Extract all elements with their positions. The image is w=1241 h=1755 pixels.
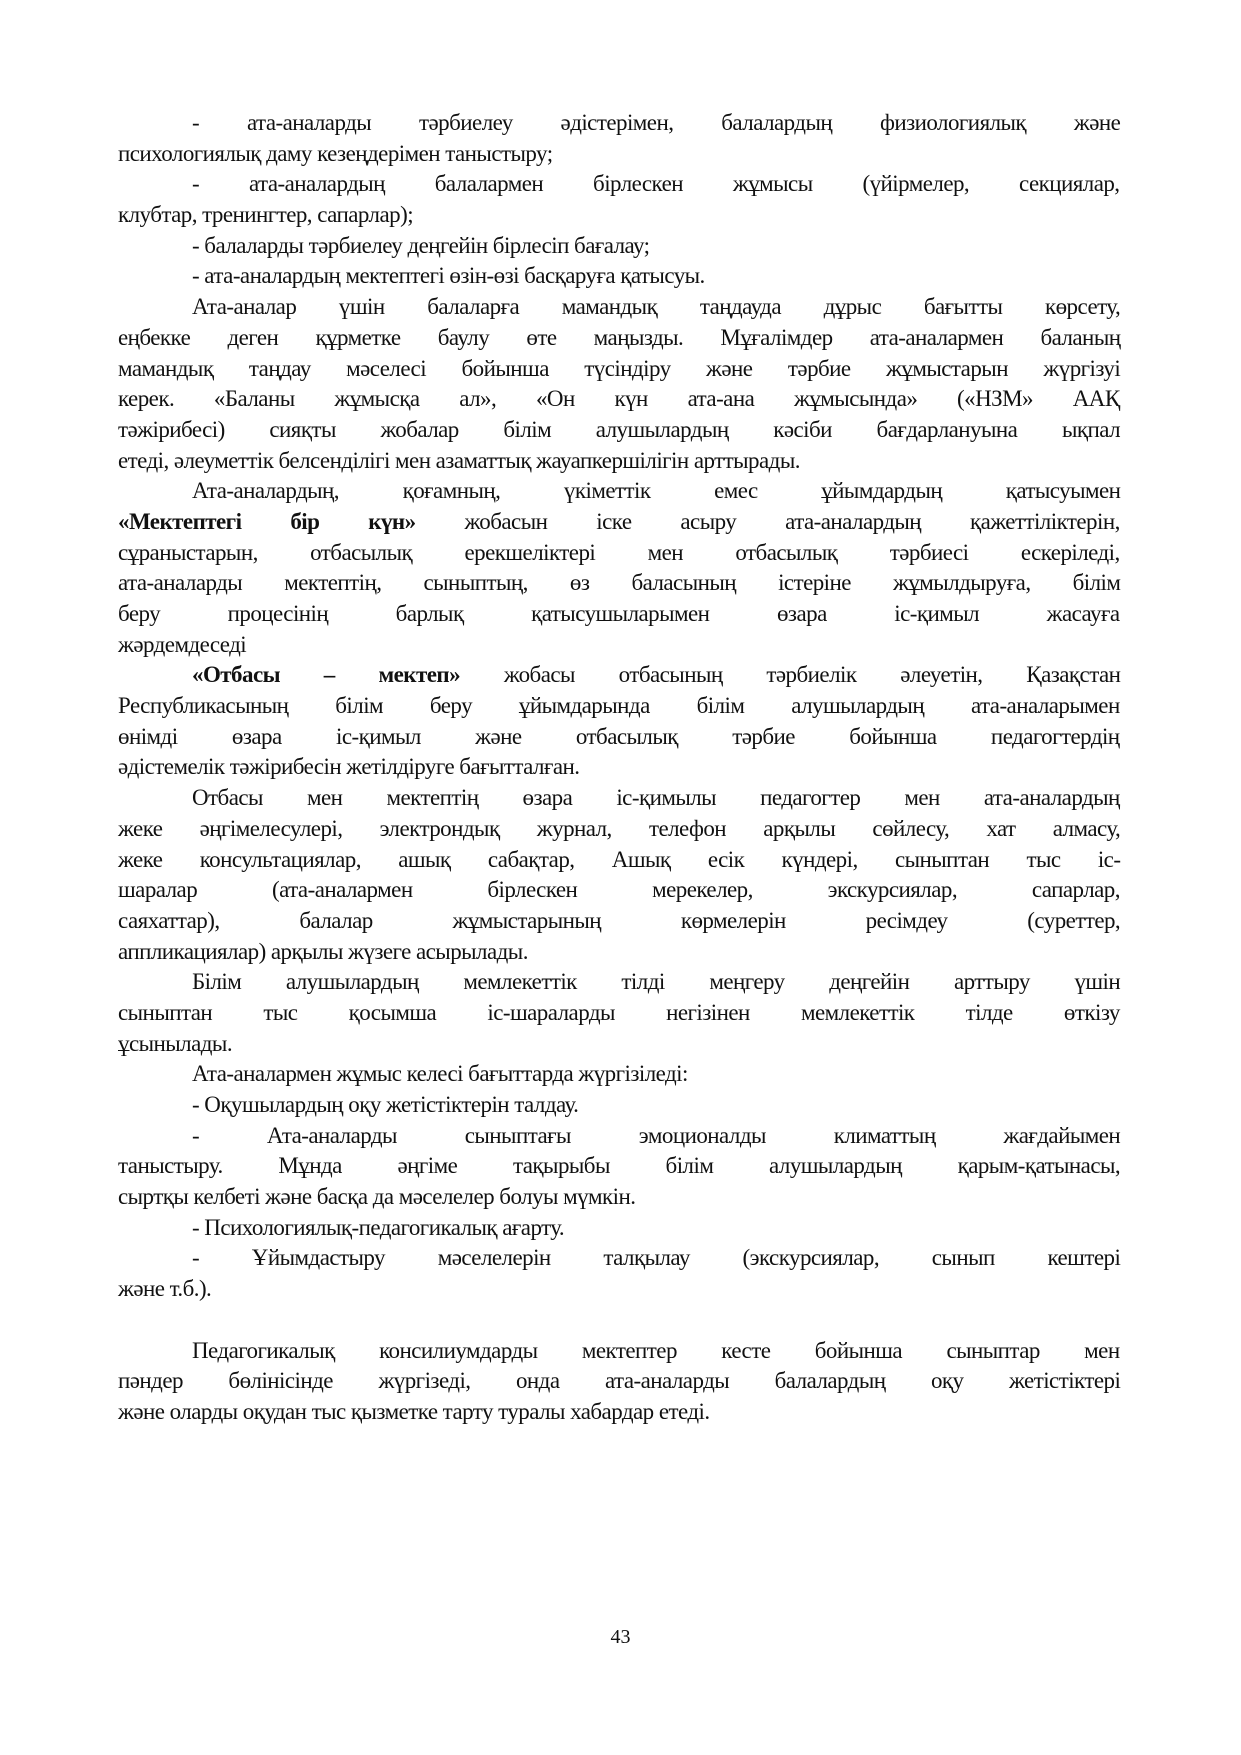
text-line: жеке консультациялар, ашық сабақтар, Ашық есік күндері, сыныптан тыс іс-	[118, 846, 1121, 872]
text-line: етеді, әлеуметтік белсенділігі мен азаматтық жауапкершілігін арттырады.	[118, 447, 800, 473]
text-line: сыныптан тыс қосымша іс-шараларды негізінен мемлекеттік тілде өткізу	[118, 999, 1120, 1025]
text-line: - Психологиялық-педагогикалық ағарту.	[192, 1214, 565, 1240]
text-line: сұраныстарын, отбасылық ерекшеліктері мен отбасылық тәрбиесі ескеріледі,	[118, 539, 1120, 565]
list-item-methods	[118, 108, 1120, 169]
page-number: 43	[610, 1626, 631, 1648]
text-line: саяхаттар), балалар жұмыстарының көрмелерін ресімдеу (суреттер,	[118, 907, 1121, 933]
text-line: Ата-аналармен жұмыс келесі бағыттарда жүргізіледі:	[192, 1061, 688, 1087]
list-item-education	[118, 1213, 1120, 1244]
paragraph-work-directions	[118, 1059, 1120, 1090]
text-line: жәрдемдеседі	[118, 631, 247, 657]
text-line: және оларды оқудан тыс қызметке тарту туралы хабардар етеді.	[118, 1398, 710, 1424]
text-run: жобасы отбасының тәрбиелік әлеуетін, Қазақстан	[460, 662, 1121, 688]
list-item-analysis	[118, 1090, 1120, 1121]
text-line	[118, 507, 1120, 538]
text-line: мамандық таңдау мәселесі бойынша түсіндіру және тәрбие жұмыстарын жүргізуі	[118, 355, 1121, 381]
list-item-self-government	[118, 261, 1120, 292]
project-title-family-school: «Отбасы – мектеп»	[192, 662, 461, 688]
text-line: сыртқы келбеті және басқа да мәселелер болуы мүмкін.	[118, 1184, 636, 1210]
list-item-organization	[118, 1243, 1120, 1304]
project-title-one-day: «Мектептегі бір күн»	[118, 508, 416, 534]
text-line: еңбекке деген құрметке баулу өте маңызды. Мұғалімдер ата-аналармен баланың	[118, 324, 1121, 350]
text-line: әдістемелік тәжірибесін жетілдіруге бағытталған.	[118, 754, 580, 780]
list-item-climate	[118, 1121, 1120, 1213]
text-line: тәжірибесі) сияқты жобалар білім алушылардың кәсіби бағдарлануына ықпал	[118, 416, 1121, 442]
paragraph-interaction-forms	[118, 783, 1120, 967]
text-line: шаралар (ата-аналармен бірлескен мерекелер, экскурсиялар, сапарлар,	[118, 877, 1120, 903]
text-run: жобасын іске асыру ата-аналардың қажеттіліктерін,	[415, 508, 1120, 534]
text-line: таныстыру. Мұнда әңгіме тақырыбы білім алушылардың қарым-қатынасы,	[118, 1153, 1121, 1179]
text-line: ұсынылады.	[118, 1030, 233, 1056]
text-line: - Оқушылардың оқу жетістіктерін талдау.	[192, 1092, 579, 1117]
text-line: - Ұйымдастыру мәселелерін талқылау (экскурсиялар, сынып кештері	[192, 1245, 1121, 1271]
list-item-assessment	[118, 231, 1120, 262]
blank-line	[118, 1305, 1120, 1336]
text-line: Ата-аналардың, қоғамның, үкіметтік емес ұйымдардың қатысуымен	[192, 478, 1121, 504]
paragraph-family-school	[118, 660, 1120, 783]
text-line: - Ата-аналарды сыныптағы эмоционалды климаттың жағдайымен	[192, 1122, 1121, 1148]
paragraph-state-language	[118, 967, 1120, 1059]
text-line: керек. «Баланы жұмысқа ал», «Он күн ата-ана жұмысында» («НЗМ» ААҚ	[118, 386, 1120, 412]
text-line: - ата-аналардың мектептегі өзін-өзі басқаруға қатысуы.	[192, 263, 705, 289]
text-line: - ата-аналардың балалармен бірлескен жұмысы (үйірмелер, секциялар,	[192, 171, 1120, 197]
paragraph-pedagogical-councils	[118, 1336, 1120, 1428]
paragraph-career-guidance	[118, 292, 1120, 476]
paragraph-one-day-at-school	[118, 476, 1120, 660]
text-line: - ата-аналарды тәрбиелеу әдістерімен, балалардың физиологиялық және	[192, 110, 1121, 135]
text-line	[118, 660, 1120, 691]
text-line: Ата-аналар үшін балаларға мамандық таңдауда дұрыс бағытты көрсету,	[192, 294, 1121, 320]
text-line: беру процесінің барлық қатысушыларымен өзара іс-қимыл жасауға	[118, 601, 1120, 626]
text-line: аппликациялар) арқылы жүзеге асырылады.	[118, 938, 528, 964]
text-line: психологиялық даму кезеңдерімен таныстыру;	[118, 140, 553, 166]
document-page	[118, 108, 1120, 1428]
text-line: пәндер бөлінісінде жүргізеді, онда ата-аналарды балалардың оқу жетістіктері	[118, 1368, 1121, 1394]
text-line: Отбасы мен мектептің өзара іс-қимылы педагогтер мен ата-аналардың	[192, 785, 1120, 811]
text-line: клубтар, тренингтер, сапарлар);	[118, 202, 414, 228]
text-line: өнімді өзара іс-қимыл және отбасылық тәрбие бойынша педагогтердің	[118, 723, 1120, 749]
text-line: Педагогикалық консилиумдарды мектептер кесте бойынша сыныптар мен	[192, 1337, 1120, 1363]
text-line: және т.б.).	[118, 1276, 212, 1302]
text-line: жеке әңгімелесулері, электрондық журнал, телефон арқылы сөйлесу, хат алмасу,	[118, 815, 1121, 841]
text-line: - балаларды тәрбиелеу деңгейін бірлесіп бағалау;	[192, 232, 650, 258]
text-line: ата-аналарды мектептің, сыныптың, өз баласының істеріне жұмылдыруға, білім	[118, 570, 1121, 596]
text-line: Білім алушылардың мемлекеттік тілді меңгеру деңгейін арттыру үшін	[192, 969, 1121, 995]
text-line: Республикасының білім беру ұйымдарында білім алушылардың ата-аналарымен	[118, 693, 1120, 719]
list-item-joint-work	[118, 169, 1120, 230]
